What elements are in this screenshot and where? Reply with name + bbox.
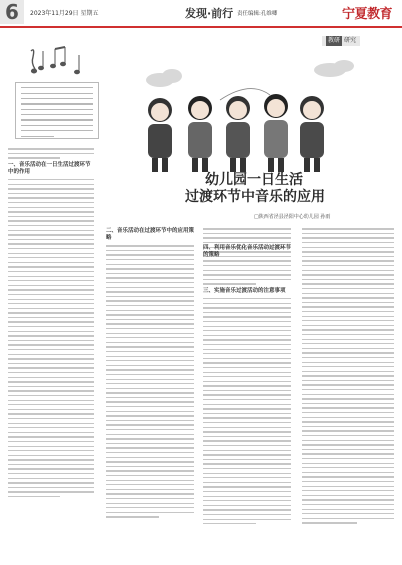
headline-line-2: 过渡环节中音乐的应用 bbox=[185, 189, 325, 205]
section-heading-2: 二、音乐活动在过渡环节中的应用策略 bbox=[106, 228, 195, 241]
article-byline: □陕西省泾县泾阳中心幼儿园 孙雨 bbox=[254, 214, 331, 220]
section-heading-3: 三、实施音乐过渡活动的注意事项 bbox=[203, 287, 286, 294]
article-column-1 bbox=[8, 145, 94, 497]
section-heading-4: 四、利用音乐优化音乐活动过渡环节的策略 bbox=[203, 245, 292, 258]
page-number: 6 bbox=[0, 0, 24, 24]
section-heading-4-container bbox=[203, 242, 291, 259]
pull-quote-box bbox=[15, 82, 99, 139]
article-column-4 bbox=[302, 225, 394, 524]
section-name: 发现·前行 bbox=[185, 7, 234, 20]
article-column-3 bbox=[203, 225, 291, 524]
column-tag-highlight: 教研 bbox=[328, 37, 341, 44]
editor-credit: 责任编辑:孔维卿 bbox=[237, 11, 278, 17]
issue-date: 2023年11月29日 星期五 bbox=[30, 10, 99, 17]
article-headline bbox=[185, 172, 395, 206]
music-notes-icon bbox=[25, 45, 95, 79]
section-heading-1: 一、音乐活动在一日生活过渡环节中的作用 bbox=[8, 161, 91, 175]
column-tag-label: 研究 bbox=[344, 37, 357, 44]
page-header bbox=[0, 0, 402, 28]
newspaper-logo: 宁夏教育 bbox=[341, 7, 392, 22]
article-column-2 bbox=[106, 225, 194, 518]
headline-line-1: 幼儿园一日生活 bbox=[205, 172, 303, 188]
